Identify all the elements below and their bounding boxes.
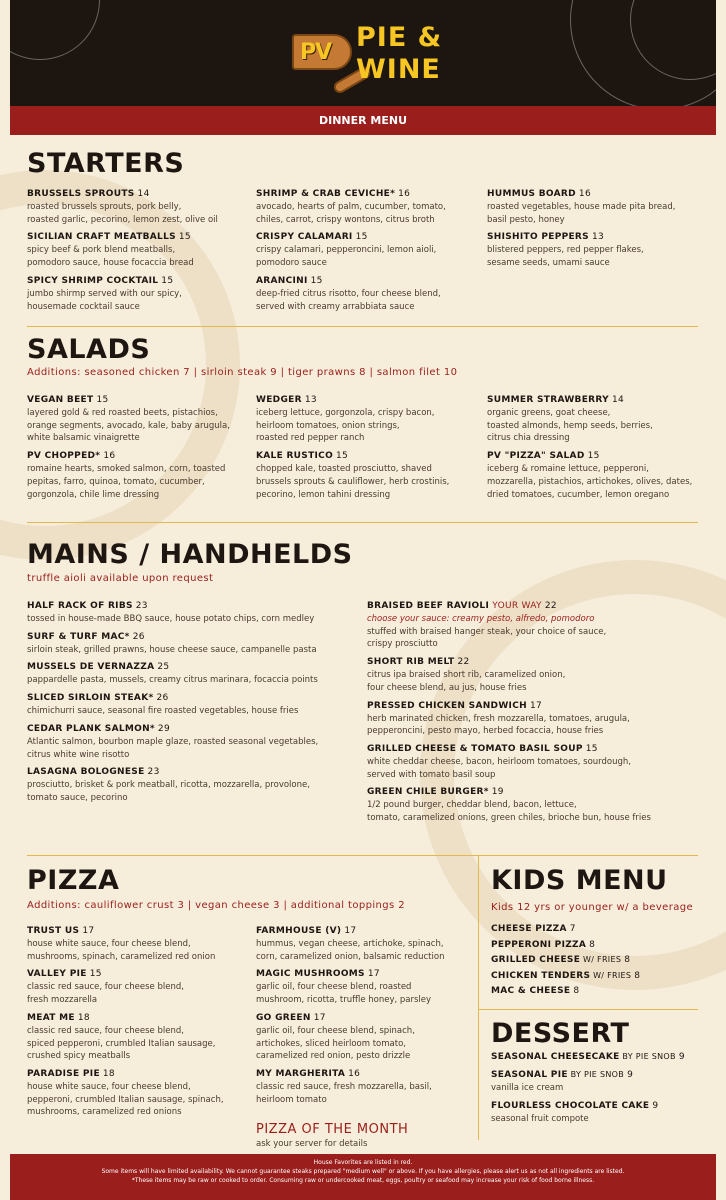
item-price: 23 — [147, 767, 160, 778]
item-description: hummus, vegan cheese, artichoke, spinach, — [256, 939, 444, 949]
item-description: 1/2 pound burger, cheddar blend, bacon, lettuce, — [367, 800, 577, 811]
item-description: iceberg & romaine lettuce, pepperoni, — [487, 464, 649, 475]
menu-item — [256, 394, 449, 445]
menu-item — [256, 925, 444, 963]
item-price: 15 — [161, 275, 174, 286]
menu-item-name — [27, 1012, 224, 1025]
item-extra: BY PIE SNOB — [619, 1052, 676, 1061]
menu-item — [27, 723, 318, 761]
item-title: SEASONAL PIE — [491, 1070, 568, 1080]
menu-item-name — [27, 1068, 224, 1081]
menu-item-name — [256, 450, 449, 463]
pizza-of-the-month-desc: ask your server for details — [256, 1139, 368, 1149]
menu-item — [256, 188, 446, 226]
item-price: 22 — [457, 657, 470, 668]
menu-item-name — [367, 600, 651, 613]
item-price: 19 — [491, 787, 504, 798]
pizza-additions: Additions: cauliflower crust 3 | vegan cheese 3 | additional toppings 2 — [27, 900, 405, 911]
mains-title: MAINS / HANDHELDS — [27, 539, 353, 570]
menu-item-name — [27, 968, 224, 981]
logo-line-2: WINE — [356, 54, 441, 85]
section-divider — [27, 855, 698, 856]
pizza-of-the-month — [256, 1122, 408, 1151]
item-price: 8 — [589, 939, 596, 950]
item-description: citrus white wine risotto — [27, 749, 130, 760]
item-title: VALLEY PIE — [27, 969, 87, 980]
menu-item — [367, 700, 651, 738]
menu-item — [27, 394, 230, 445]
menu-item-name — [256, 275, 446, 288]
item-description: chimichurri sauce, seasonal fire roasted vegetables, house fries — [27, 706, 299, 717]
logo — [292, 14, 457, 96]
menu-item-name — [487, 450, 692, 463]
pizza-column-1 — [27, 925, 224, 1124]
menu-item-name — [27, 723, 318, 736]
item-description: roasted brussels sprouts, pork belly, — [27, 202, 182, 212]
item-title: PARADISE PIE — [27, 1068, 100, 1079]
kids-item — [491, 969, 640, 985]
item-price: 18 — [102, 1068, 115, 1079]
menu-item — [27, 925, 224, 963]
footer-line: House Favorites are listed in red. — [313, 1159, 413, 1166]
menu-item-name — [256, 968, 444, 981]
item-description: pomodoro sauce — [256, 258, 327, 269]
menu-item — [256, 968, 444, 1006]
item-title: LASAGNA BOLOGNESE — [27, 767, 145, 778]
item-title: ARANCINI — [256, 275, 308, 286]
header-circle-decoration — [630, 0, 716, 80]
kids-item — [491, 922, 640, 938]
item-price: 29 — [157, 723, 170, 734]
item-price: 9 — [652, 1100, 659, 1111]
footer — [10, 1154, 716, 1200]
item-description: crispy prosciutto — [367, 639, 438, 650]
item-description: heirloom tomatoes, onion strings, — [256, 420, 400, 431]
menu-item — [27, 231, 218, 269]
item-description: classic red sauce, four cheese blend, — [27, 982, 184, 993]
item-description: gorgonzola, chile lime dressing — [27, 489, 160, 500]
menu-item — [367, 786, 651, 824]
menu-item-name — [27, 692, 318, 705]
menu-item — [256, 450, 449, 501]
item-description: house white sauce, four cheese blend, — [27, 939, 191, 949]
item-title: MEAT ME — [27, 1012, 75, 1023]
item-price: 15 — [587, 451, 600, 462]
item-price: 17 — [529, 700, 542, 711]
menu-item-name — [27, 450, 230, 463]
item-description: fresh mozzarella — [27, 995, 98, 1006]
menu-item-name — [27, 188, 218, 201]
item-title: GRILLED CHEESE — [491, 955, 581, 965]
menu-item — [487, 188, 675, 226]
item-description: artichokes, sliced heirloom tomato, — [256, 1038, 406, 1049]
item-description: orange segments, avocado, kale, baby arugula, — [27, 420, 230, 431]
item-description: garlic oil, four cheese blend, spinach, — [256, 1025, 415, 1036]
item-title: MAGIC MUSHROOMS — [256, 969, 365, 980]
item-title: MAC & CHEESE — [491, 986, 571, 996]
menu-item — [256, 231, 446, 269]
salads-column-2 — [256, 394, 449, 506]
item-title: WEDGER — [256, 395, 302, 405]
item-extra: YOUR WAY — [489, 601, 542, 611]
item-description: mushrooms, caramelized red onions — [27, 1107, 182, 1118]
starters-column-2 — [256, 188, 446, 318]
item-description: dried tomatoes, cucumber, lemon oregano — [487, 489, 670, 500]
item-title: CEDAR PLANK SALMON* — [27, 723, 155, 734]
menu-item-name — [256, 1068, 444, 1081]
pizza-of-the-month-title: PIZZA OF THE MONTH — [256, 1122, 409, 1137]
menu-item — [27, 692, 318, 718]
item-price: 16 — [578, 189, 591, 199]
item-price: 18 — [77, 1012, 90, 1023]
item-description: served with creamy arrabbiata sauce — [256, 301, 415, 312]
item-description: served with tomato basil soup — [367, 769, 496, 780]
kids-menu-subtitle: Kids 12 yrs or younger w/ a beverage — [491, 902, 694, 913]
menu-item-name — [491, 1051, 685, 1064]
item-title: HALF RACK OF RIBS — [27, 601, 133, 611]
menu-item-name — [256, 925, 444, 938]
salads-column-1 — [27, 394, 230, 506]
item-description: chopped kale, toasted prosciutto, shaved — [256, 464, 432, 475]
menu-item — [487, 450, 692, 501]
item-description: house white sauce, four cheese blend, — [27, 1081, 191, 1092]
menu-item-name — [27, 631, 318, 644]
item-description: Atlantic salmon, bourbon maple glaze, roasted seasonal vegetables, — [27, 736, 319, 747]
item-description: mozzarella, pistachios, artichokes, olives, dates, — [487, 476, 693, 487]
item-price: 17 — [82, 926, 95, 936]
logo-pv-text: PV — [300, 40, 332, 65]
item-note: choose your sauce: creamy pesto, alfredo, pomodoro — [367, 614, 595, 624]
kids-item — [491, 984, 640, 1000]
item-description: layered gold & red roasted beets, pistachios, — [27, 408, 218, 418]
kids-menu-list — [491, 922, 640, 1000]
menu-item-name — [367, 743, 651, 756]
item-description: roasted vegetables, house made pita bread, — [487, 202, 676, 212]
menu-item — [487, 394, 692, 445]
menu-item-name — [487, 394, 692, 407]
menu-item-name — [27, 394, 230, 407]
menu-item — [256, 1012, 444, 1063]
item-description: deep-fried citrus risotto, four cheese blend, — [256, 288, 441, 299]
item-price: 22 — [544, 601, 557, 611]
item-title: FLOURLESS CHOCOLATE CAKE — [491, 1100, 650, 1111]
item-description: herb marinated chicken, fresh mozzarella, tomatoes, arugula, — [367, 713, 630, 724]
item-price: 15 — [585, 743, 598, 754]
item-price: 17 — [313, 1012, 326, 1023]
menu-item-name — [367, 786, 651, 799]
mains-subtitle: truffle aioli available upon request — [27, 573, 214, 584]
item-price: 15 — [178, 232, 191, 243]
item-price: 26 — [156, 693, 169, 704]
dessert-title: DESSERT — [491, 1018, 630, 1049]
item-title: SUMMER STRAWBERRY — [487, 395, 609, 405]
item-title: GRILLED CHEESE & TOMATO BASIL SOUP — [367, 743, 583, 754]
section-divider — [27, 326, 698, 327]
item-price: 15 — [89, 969, 102, 980]
section-divider — [479, 1009, 698, 1010]
salads-column-3 — [487, 394, 692, 506]
item-description: prosciutto, brisket & pork meatball, ricotta, mozzarella, provolone, — [27, 780, 310, 791]
item-description: crispy calamari, pepperoncini, lemon aioli, — [256, 245, 437, 256]
item-description: classic red sauce, four cheese blend, — [27, 1025, 184, 1036]
item-price: 15 — [355, 232, 368, 243]
item-price: 9 — [627, 1070, 634, 1080]
item-title: PEPPERONI PIZZA — [491, 939, 587, 950]
item-price: 15 — [96, 395, 109, 405]
item-title: GREEN CHILE BURGER* — [367, 787, 489, 798]
item-title: FARMHOUSE (V) — [256, 926, 342, 936]
menu-item — [367, 600, 651, 651]
header — [10, 0, 716, 106]
item-description: citrus ipa braised short rib, caramelized onion, — [367, 670, 566, 681]
kids-menu-title: KIDS MENU — [491, 865, 668, 896]
item-description: avocado, hearts of palm, cucumber, tomato, — [256, 202, 446, 212]
item-price: 8 — [624, 955, 631, 965]
item-price: 16 — [103, 451, 116, 462]
item-title: SHRIMP & CRAB CEVICHE* — [256, 189, 396, 199]
item-price: 8 — [634, 970, 641, 981]
item-price: 16 — [398, 189, 411, 199]
kids-item — [491, 953, 640, 969]
item-extra: BY PIE SNOB — [567, 1070, 625, 1079]
item-title: SPICY SHRIMP COCKTAIL — [27, 275, 159, 286]
item-description: white balsamic vinaigrette — [27, 433, 140, 444]
item-description: spiced pepperoni, crumbled Italian sausage, — [27, 1038, 216, 1049]
item-description: vanilla ice cream — [491, 1083, 564, 1093]
item-title: SURF & TURF MAC* — [27, 631, 130, 642]
menu-item — [491, 1100, 685, 1126]
item-description: garlic oil, four cheese blend, roasted — [256, 982, 412, 993]
menu-item-name — [27, 600, 318, 613]
section-divider — [27, 522, 698, 523]
item-description: tomato, caramelized onions, green chiles, brioche bun, house fries — [367, 813, 651, 824]
item-description: roasted red pepper ranch — [256, 433, 365, 444]
item-title: VEGAN BEET — [27, 395, 94, 405]
item-description: seasonal fruit compote — [491, 1113, 589, 1124]
item-description: corn, caramelized onion, balsamic reduction — [256, 951, 445, 962]
menu-item — [487, 231, 675, 269]
item-description: brussels sprouts & cauliflower, herb crostinis, — [256, 476, 450, 487]
item-description: mushrooms, spinach, caramelized red onion — [27, 951, 216, 962]
starters-title: STARTERS — [27, 148, 185, 179]
pizza-column-2 — [256, 925, 444, 1111]
column-divider — [478, 855, 479, 1140]
item-description: iceberg lettuce, gorgonzola, crispy bacon, — [256, 408, 435, 418]
menu-item-name — [27, 925, 224, 938]
dessert-list — [491, 1051, 685, 1130]
menu-item — [27, 1068, 224, 1119]
menu-item-name — [27, 766, 318, 779]
item-description: basil pesto, honey — [487, 214, 565, 225]
item-title: BRUSSELS SPROUTS — [27, 189, 135, 199]
menu-item — [491, 1069, 685, 1095]
item-description: organic greens, goat cheese, — [487, 408, 611, 418]
item-description: pepperoni, crumbled Italian sausage, spinach, — [27, 1094, 224, 1105]
menu-item — [27, 631, 318, 657]
item-price: 15 — [336, 451, 349, 462]
item-title: MY MARGHERITA — [256, 1068, 346, 1079]
item-price: 8 — [573, 986, 580, 996]
item-title: PV "PIZZA" SALAD — [487, 451, 585, 462]
menu-item — [27, 275, 218, 313]
item-price: 26 — [132, 631, 145, 642]
menu-item — [491, 1051, 685, 1064]
footer-line: *These items may be raw or cooked to order. Consuming raw or undercooked meat, eggs, poultry or seafood may increase your risk of food borne illness. — [131, 1177, 595, 1184]
menu-item — [27, 188, 218, 226]
item-title: HUMMUS BOARD — [487, 189, 576, 199]
item-description: pomodoro sauce, house focaccia bread — [27, 258, 194, 269]
item-extra: W/ FRIES — [580, 955, 622, 964]
menu-item-name — [256, 394, 449, 407]
item-title: SICILIAN CRAFT MEATBALLS — [27, 232, 176, 243]
item-description: chiles, carrot, crispy wontons, citrus broth — [256, 214, 435, 225]
item-title: PV CHOPPED* — [27, 451, 101, 462]
item-description: classic red sauce, fresh mozzarella, basil, — [256, 1081, 432, 1092]
menu-item — [27, 968, 224, 1006]
mains-column-2 — [367, 600, 651, 830]
item-title: TRUST US — [27, 926, 80, 936]
item-title: SHISHITO PEPPERS — [487, 232, 589, 243]
item-title: PRESSED CHICKEN SANDWICH — [367, 700, 527, 711]
item-title: SLICED SIRLOIN STEAK* — [27, 693, 154, 704]
item-description: sesame seeds, umami sauce — [487, 258, 610, 269]
item-title: KALE RUSTICO — [256, 451, 334, 462]
item-title: GO GREEN — [256, 1012, 311, 1023]
item-price: 13 — [591, 232, 605, 243]
item-title: CHICKEN TENDERS — [491, 970, 591, 981]
item-description: tossed in house-made BBQ sauce, house potato chips, corn medley — [27, 614, 315, 624]
dinner-menu-banner: DINNER MENU — [10, 106, 716, 135]
menu-item-name — [256, 231, 446, 244]
menu-item-name — [367, 656, 651, 669]
item-price: 7 — [569, 924, 576, 934]
item-title: BRAISED BEEF RAVIOLI — [367, 601, 490, 611]
item-description: heirloom tomato — [256, 1094, 327, 1105]
menu-item-name — [487, 231, 675, 244]
menu-item-name — [27, 661, 318, 674]
menu-item-name — [367, 700, 651, 713]
item-price: 14 — [611, 395, 625, 405]
menu-item-name — [27, 231, 218, 244]
menu-item — [27, 766, 318, 804]
header-circle-decoration — [570, 0, 716, 106]
menu-item-name — [256, 188, 446, 201]
mains-column-1 — [27, 600, 318, 810]
item-description: crushed spicy meatballs — [27, 1051, 131, 1062]
menu-item-name — [27, 275, 218, 288]
item-title: SEASONAL CHEESECAKE — [491, 1052, 620, 1062]
item-description: caramelized red onion, pesto drizzle — [256, 1051, 411, 1062]
footer-line: Some items will have limited availability. We cannot guarantee steaks prepared "medium well" or above. If you have allergies, please alert us as not all ingredients are listed. — [101, 1168, 625, 1175]
item-price: 17 — [367, 969, 380, 980]
menu-item — [256, 1068, 444, 1106]
menu-item — [256, 275, 446, 313]
menu-item-name — [491, 1100, 685, 1113]
item-description: tomato sauce, pecorino — [27, 792, 128, 803]
item-description: housemade cocktail sauce — [27, 301, 140, 312]
item-description: pappardelle pasta, mussels, creamy citrus marinara, focaccia points — [27, 675, 318, 686]
menu-item — [367, 743, 651, 781]
item-description: romaine hearts, smoked salmon, corn, toasted — [27, 464, 226, 475]
item-price: 17 — [344, 926, 357, 936]
item-description: four cheese blend, au jus, house fries — [367, 682, 527, 693]
item-description: blistered peppers, red pepper flakes, — [487, 245, 644, 256]
item-price: 14 — [137, 189, 150, 199]
kids-item — [491, 938, 640, 954]
menu-item — [27, 600, 318, 626]
item-description: roasted garlic, pecorino, lemon zest, olive oil — [27, 214, 218, 225]
item-title: MUSSELS DE VERNAZZA — [27, 662, 155, 673]
starters-column-1 — [27, 188, 218, 318]
item-title: SHORT RIB MELT — [367, 657, 455, 668]
item-price: 9 — [678, 1052, 685, 1062]
item-price: 13 — [304, 395, 317, 405]
salads-additions: Additions: seasoned chicken 7 | sirloin steak 9 | tiger prawns 8 | salmon filet 10 — [27, 367, 458, 378]
item-price: 16 — [348, 1068, 361, 1079]
item-title: CRISPY CALAMARI — [256, 232, 353, 243]
item-description: jumbo shirmp served with our spicy, — [27, 288, 182, 299]
logo-line-1: PIE & — [356, 22, 443, 53]
item-description: spicy beef & pork blend meatballs, — [27, 245, 176, 256]
item-description: toasted almonds, hemp seeds, berries, — [487, 420, 653, 431]
item-description: pepperoncini, pesto mayo, herbed focaccia, house fries — [367, 726, 604, 737]
pizza-title: PIZZA — [27, 865, 120, 896]
item-price: 25 — [157, 662, 170, 673]
item-description: pecorino, lemon tahini dressing — [256, 489, 391, 500]
menu-item — [27, 1012, 224, 1063]
menu-item-name — [487, 188, 675, 201]
item-description: white cheddar cheese, bacon, heirloom tomatoes, sourdough, — [367, 756, 631, 767]
item-description: pepitas, farro, quinoa, tomato, cucumber, — [27, 476, 205, 487]
item-description: citrus chia dressing — [487, 433, 570, 444]
item-description: stuffed with braised hanger steak, your choice of sauce, — [367, 626, 607, 637]
menu-item — [27, 450, 230, 501]
starters-column-3 — [487, 188, 675, 275]
item-title: CHEESE PIZZA — [491, 924, 567, 934]
item-description: mushroom, ricotta, truffle honey, parsley — [256, 995, 432, 1006]
menu-item-name — [256, 1012, 444, 1025]
menu-item — [27, 661, 318, 687]
menu-item-name — [491, 1069, 685, 1082]
item-price: 15 — [310, 275, 323, 286]
menu-item — [367, 656, 651, 694]
header-circle-decoration — [10, 0, 100, 60]
item-extra: W/ FRIES — [590, 970, 632, 980]
salads-title: SALADS — [27, 334, 151, 365]
item-description: sirloin steak, grilled prawns, house cheese sauce, campanelle pasta — [27, 644, 317, 655]
item-price: 23 — [135, 601, 148, 611]
